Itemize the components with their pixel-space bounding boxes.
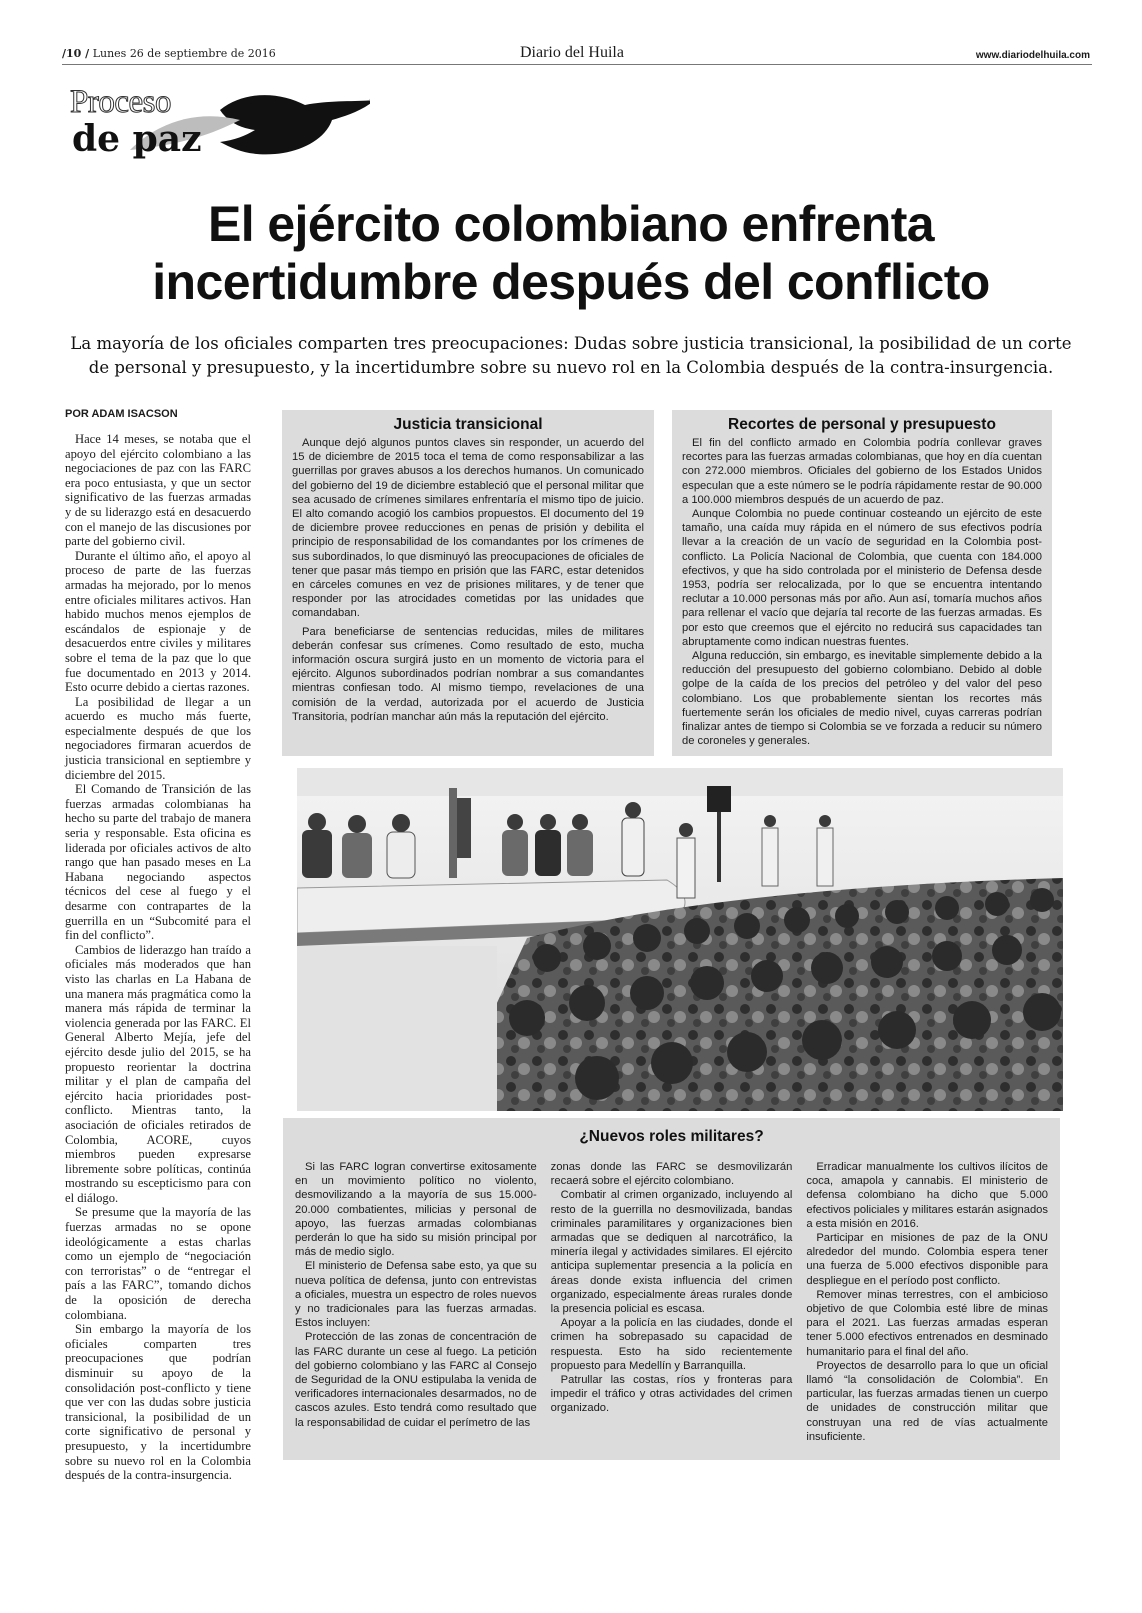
sidebar-paragraph: Apoyar a la policía en las ciudades, donde el crimen ha sobrepasado su capacidad de respuesta. Esto ha sido recientemente propuesto para Medellín y Barranquilla. bbox=[550, 1317, 793, 1372]
body-paragraph: Se presume que la mayoría de las fuerzas armadas no se opone ideológicamente a estas charlas como un ejemplo de “negociación con terroristas” o de “entregar el país a las FARC”, tomando dichos de la oposición de derecha colombiana. bbox=[65, 1205, 251, 1322]
page-date-header bbox=[62, 47, 276, 60]
newspaper-name: Diario del Huila bbox=[520, 44, 624, 61]
sidebar-paragraph: El fin del conflicto armado en Colombia podría conllevar graves recortes para las fuerzas armadas colombianas, que hoy en día cuentan con 272.000 miembros. Oficiales del gobierno de los Estados Unidos especulan que a este número se le podría rápidamente restar de 90.000 a 100.000 miembros después de un acuerdo de paz. bbox=[682, 437, 1042, 506]
body-paragraph: El Comando de Transición de las fuerzas armadas colombianas ha hecho su parte del trabajo de manera seria y responsable. Esta oficina es liderada por oficiales activos de alto rango que han pasado meses en La Habana negociando aspectos técnicos del cese al fuego y el desarme con contrapartes de la guerrilla en un “Subcomité para el fin del conflicto”. bbox=[65, 782, 251, 943]
headline-line1: El ejército colombiano enfrenta bbox=[207, 196, 934, 252]
sidebar-paragraph: Alguna reducción, sin embargo, es inevitable simplemente debido a la reducción del presupuesto del gobierno colombiano. Debido al doble golpe de la caída de los precios del petróleo y del valor del peso colombiano. Los que probablemente sientan los recortes más fuertemente serán los oficiales de medio nivel, cuyas carreras podrían finalizar antes de tiempo si Colombia se ve forzada a reducir su número de coroneles y generales. bbox=[682, 650, 1042, 748]
sidebar-column-1 bbox=[295, 1160, 537, 1444]
photo-soldiers-auditorium bbox=[297, 768, 1063, 1111]
body-paragraph: Durante el último año, el apoyo al proceso de parte de las fuerzas armadas ha mejorado, por lo menos entre oficiales militares activos. Han habido muchos menos ejemplos de escándalos de espionaje y de desacuerdos entre civiles y militares sobre el tema de la paz que lo que fue documentado en 2013 y 2014. Esto ocurre debido a ciertas razones. bbox=[65, 548, 251, 695]
sidebar-title: ¿Nuevos roles militares? bbox=[579, 1128, 764, 1145]
body-paragraph: Hace 14 meses, se notaba que el apoyo del ejército colombiano a las negociaciones de paz con las FARC era poco entusiasta, y que un sector significativo de las fuerzas armadas y de su liderazgo está en desacuerdo con el manejo de las discusiones por parte del gobierno civil. bbox=[65, 432, 251, 549]
sidebar-column-3 bbox=[806, 1160, 1048, 1444]
sidebar-paragraph: Remover minas terrestres, con el ambicioso objetivo de que Colombia esté libre de minas para el 2021. Las fuerzas armadas esperan tener 5.000 efectivos entrenados en desminado humanitario para el final del año. bbox=[806, 1288, 1049, 1358]
body-paragraph: Sin embargo la mayoría de los oficiales comparten tres preocupaciones que podrían disminuir su apoyo de la consolidación post-conflicto y tiene que ver con las dudas sobre justicia transicional, la posibilidad de un corte significativo de personal y presupuesto, y la incertidumbre sobre su nuevo rol en la Colombia después de la contra-insurgencia. bbox=[65, 1322, 251, 1483]
issue-date: Lunes 26 de septiembre de 2016 bbox=[92, 47, 276, 60]
sidebar-paragraph: Erradicar manualmente los cultivos ilícitos de coca, amapola y cannabis. El ministerio de defensa colombiano ha dicho que 5.000 efectivos policiales y militares estarán asignados a esta misión en 2016. bbox=[806, 1161, 1049, 1230]
sidebar-column-2 bbox=[551, 1160, 793, 1444]
page-number: /10 / bbox=[62, 47, 90, 60]
sidebar-recortes bbox=[672, 410, 1052, 756]
section-title-line1: Proceso bbox=[70, 84, 171, 120]
body-paragraph: Cambios de liderazgo han traído a oficiales más moderados que han visto las charlas en La Habana de una manera más pragmática como la manera más rápida de terminar la violencia generada por las FARC. El General Alberto Mejía, jefe del ejército desde julio del 2015, se ha propuesto reorientar la doctrina militar y el plan de campaña del ejército hacia prioridades post-conflicto. Mientras tanto, la asociación de oficiales retirados de Colombia, ACORE, cuyos miembros pueden expresarse libremente sobre políticas, continúa mostrando su escepticismo para con el diálogo. bbox=[65, 942, 251, 1205]
sidebar-justicia-transicional bbox=[282, 410, 654, 756]
section-logo bbox=[70, 80, 370, 162]
section-title-line2: de paz bbox=[72, 118, 202, 160]
newspaper-url: www.diariodelhuila.com bbox=[975, 50, 1090, 61]
sidebar-title: Justicia transicional bbox=[393, 416, 543, 433]
headline bbox=[40, 195, 1102, 311]
byline: POR ADAM ISACSON bbox=[65, 408, 178, 420]
article-photo bbox=[297, 768, 1063, 1111]
sidebar-columns bbox=[283, 1160, 1060, 1444]
article-body bbox=[65, 432, 251, 1483]
sidebar-paragraph: El ministerio de Defensa sabe esto, ya que su nueva política de defensa, junto con entrevistas a oficiales, muestra un espectro de roles nuevos y no tradicionales para las fuerzas armadas. Estos incluyen: bbox=[295, 1260, 537, 1330]
sidebar-paragraph: Aunque Colombia no puede continuar costeando un ejército de este tamaño, una caída muy rápida en el número de sus efectivos podría llevar a la creación de un vacío de seguridad en la Colombia post-conflicto. La Policía Nacional de Colombia, que cuenta con 184.000 efectivos, y que ha sido controlada por el ministerio de Defensa desde 1953, podría ser relocalizada, por lo que se encuentra intentando reclutar a 10.000 personas más por año. Aun así, tomaría muchos años para rellenar el vacío que dejaría tal recorte de las fuerzas armadas. Es por esto que creemos que el ejército no reducirá sus capacidades tan abruptamente como indican nuestras fuentes. bbox=[682, 508, 1042, 648]
sidebar-paragraph: Si las FARC logran convertirse exitosamente en un movimiento político no violento, desmovilizando a la mayoría de sus 15.000-20.000 combatientes, milicias y personal de apoyo, las fuerzas armadas colombianas perderán lo que ha sido su misión principal por más de medio siglo. bbox=[295, 1161, 537, 1259]
sidebar-paragraph: Patrullar las costas, ríos y fronteras para impedir el tráfico y otras actividades del crimen organizado. bbox=[550, 1374, 793, 1415]
headline-line2: incertidumbre después del conflicto bbox=[152, 254, 990, 310]
sidebar-paragraph: Aunque dejó algunos puntos claves sin responder, un acuerdo del 15 de diciembre de 2015 toca el tema de como responsabilizar a las guerrillas por graves abusos a los derechos humanos. Un comunicado del gobierno del 19 de diciembre estableció que el personal militar que sea acusado de crímenes similares enfrentaría el mismo tipo de juicio. El alto comando acogió los cambios propuestos. El documento del 19 de diciembre provee reducciones en penas de prisión y debilita el principio de responsabilidad de los comandantes por los crímenes de sus subordinados, lo que disminuyó las preocupaciones de oficiales de tener que pasar más tiempo en prisión que las FARC, estar detenidos en cárceles comunes en vez de prisiones militares, y de tener que responder por las atrocidades cometidas por las unidades que comandaban. bbox=[292, 437, 645, 620]
sidebar-paragraph: Para beneficiarse de sentencias reducidas, miles de militares deberán confesar sus crímenes. Como resultado de esto, mucha información oscura surgirá justo en un momento de victoria para el ejército. Algunos subordinados podrían nombrar a sus comandantes mientras confiesan todo. Al mismo tiempo, revelaciones de una comisión de la verdad, autorizada por el acuerdo de Justicia Transitoria, podrían manchar aún más la reputación del ejército. bbox=[292, 625, 644, 723]
body-paragraph: La posibilidad de llegar a un acuerdo es mucho más fuerte, especialmente después de que los negociadores firmaran acuerdos de justicia transicional en septiembre y diciembre del 2015. bbox=[65, 694, 251, 782]
sidebar-paragraph: Participar en misiones de paz de la ONU alrededor del mundo. Colombia espera tener una fuerza de 5.000 efectivos disponible para despliegue en el período post conflicto. bbox=[806, 1232, 1049, 1287]
header-rule bbox=[62, 64, 1092, 65]
sidebar-paragraph: Protección de las zonas de concentración de las FARC durante un cese al fuego. La petición del gobierno colombiano y las FARC al Consejo de Seguridad de la ONU estipulaba la venida de verificadores internacionales desarmados, no de cascos azules. Esto tendrá como resultado que la responsabilidad de cuidar el perímetro de las bbox=[295, 1331, 537, 1429]
sidebar-title: Recortes de personal y presupuesto bbox=[728, 416, 996, 433]
article-deck: La mayoría de los oficiales comparten tres preocupaciones: Dudas sobre justicia transicional, la posibilidad de un corte de personal y presupuesto, y la incertidumbre sobre su nuevo rol en la Colombia después de la contra-insurgencia. bbox=[70, 334, 1072, 377]
sidebar-paragraph: Combatir al crimen organizado, incluyendo al resto de la guerrilla no desmovilizada, bandas criminales paramilitares y organizaciones bien armadas que se dediquen al narcotráfico, la minería ilegal y actividades similares. El ejército anticipa suplementar presencia a la policía en áreas donde exista influencia del crimen organizado, especialmente áreas rurales donde la presencia policial es escasa. bbox=[550, 1189, 793, 1316]
sidebar-paragraph: zonas donde las FARC se desmovilizarán recaerá sobre el ejército colombiano. bbox=[550, 1161, 793, 1188]
sidebar-nuevos-roles bbox=[283, 1118, 1060, 1460]
sidebar-paragraph: Proyectos de desarrollo para lo que un oficial llamó “la consolidación de Colombia”. En particular, las fuerzas armadas tienen un cuerpo de unidades de construcción militar que construyan una red de vías actualmente insuficiente. bbox=[806, 1359, 1049, 1443]
